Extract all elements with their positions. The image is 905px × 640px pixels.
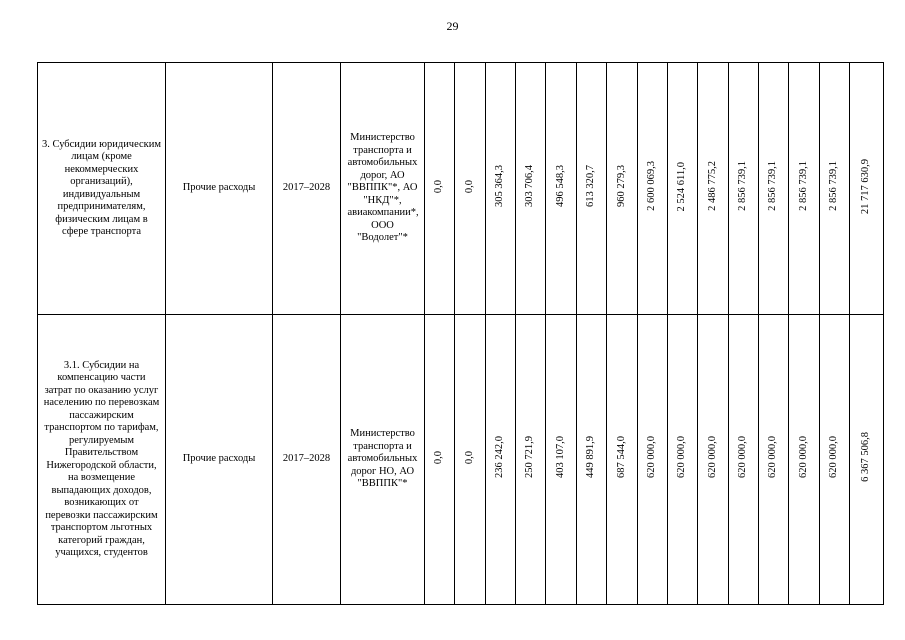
value: 687 544,0 bbox=[615, 436, 627, 479]
value: 496 548,3 bbox=[554, 165, 566, 208]
value-cell bbox=[729, 315, 759, 605]
value: 2 486 775,2 bbox=[706, 161, 718, 212]
measure-name-cell bbox=[38, 315, 166, 605]
responsible-cell bbox=[341, 315, 425, 605]
period-cell bbox=[273, 63, 341, 315]
page-number: 29 bbox=[446, 19, 459, 33]
value: 303 706,4 bbox=[524, 165, 536, 208]
value-cell bbox=[546, 315, 577, 605]
value-cell bbox=[820, 63, 850, 315]
period: 2017–2028 bbox=[282, 182, 331, 194]
expense-type: Прочие расходы bbox=[182, 453, 256, 465]
total-value: 6 367 506,8 bbox=[860, 432, 872, 483]
value-cell bbox=[759, 63, 789, 315]
value-cell bbox=[486, 63, 516, 315]
value-cell bbox=[577, 63, 607, 315]
value-cell bbox=[698, 315, 729, 605]
responsible: Министерство транспорта и автомобильных дорог, АО "ВВППК"*, АО "НКД"*, авиакомпании*, ООО "Водолет"* bbox=[347, 132, 419, 244]
table-row bbox=[38, 63, 884, 315]
value: 2 524 611,0 bbox=[676, 161, 688, 211]
value-cell bbox=[425, 315, 455, 605]
value: 403 107,0 bbox=[554, 436, 566, 479]
value: 613 320,7 bbox=[585, 165, 597, 208]
expense-type-cell bbox=[166, 63, 273, 315]
value-cell bbox=[425, 63, 455, 315]
value-cell bbox=[607, 63, 638, 315]
value: 2 856 739,1 bbox=[767, 161, 779, 212]
value: 2 856 739,1 bbox=[797, 161, 809, 212]
value: 620 000,0 bbox=[767, 436, 779, 479]
value-cell bbox=[486, 315, 516, 605]
period: 2017–2028 bbox=[282, 453, 331, 465]
period-cell bbox=[273, 315, 341, 605]
value: 620 000,0 bbox=[797, 436, 809, 479]
value-cell bbox=[668, 63, 698, 315]
value: 620 000,0 bbox=[676, 436, 688, 479]
responsible-cell bbox=[341, 63, 425, 315]
value: 2 600 069,3 bbox=[646, 161, 658, 212]
value: 620 000,0 bbox=[706, 436, 718, 479]
total-value: 21 717 630,9 bbox=[860, 158, 872, 214]
value-cell bbox=[516, 63, 546, 315]
value: 236 242,0 bbox=[494, 436, 506, 479]
value: 2 856 739,1 bbox=[737, 161, 749, 212]
value-cell bbox=[638, 315, 668, 605]
value: 2 856 739,1 bbox=[828, 161, 840, 212]
value-cell bbox=[698, 63, 729, 315]
value: 0,0 bbox=[463, 450, 475, 464]
value: 0,0 bbox=[433, 450, 445, 464]
value-cell bbox=[789, 63, 820, 315]
value-cell bbox=[455, 63, 486, 315]
value-cell bbox=[607, 315, 638, 605]
value: 620 000,0 bbox=[646, 436, 658, 479]
value-cell bbox=[546, 63, 577, 315]
expense-type-cell bbox=[166, 315, 273, 605]
value-cell bbox=[729, 63, 759, 315]
value: 449 891,9 bbox=[585, 436, 597, 479]
expense-type: Прочие расходы bbox=[182, 182, 256, 194]
value: 250 721,9 bbox=[524, 436, 536, 479]
value-cell bbox=[668, 315, 698, 605]
value: 0,0 bbox=[463, 179, 475, 193]
total-cell bbox=[850, 315, 884, 605]
value-cell bbox=[820, 315, 850, 605]
value-cell bbox=[516, 315, 546, 605]
table-row bbox=[38, 315, 884, 605]
value: 620 000,0 bbox=[828, 436, 840, 479]
value-cell bbox=[759, 315, 789, 605]
measure-name-cell bbox=[38, 63, 166, 315]
total-cell bbox=[850, 63, 884, 315]
measure-name: 3. Субсидии юридическим лицам (кроме некоммерческих организаций), индивидуальным предпринимателям, физическим лицам в сфере транспорта bbox=[41, 138, 162, 237]
responsible: Министерство транспорта и автомобильных дорог НО, АО "ВВППК"* bbox=[347, 428, 418, 490]
value: 620 000,0 bbox=[737, 436, 749, 479]
value: 960 279,3 bbox=[615, 165, 627, 208]
value-cell bbox=[577, 315, 607, 605]
value: 0,0 bbox=[433, 179, 445, 193]
value-cell bbox=[638, 63, 668, 315]
value-cell bbox=[789, 315, 820, 605]
budget-table bbox=[37, 62, 884, 605]
measure-name: 3.1. Субсидии на компенсацию части затрат по оказанию услуг населению по перевозкам пассажирским транспортом по тарифам, регулируемым Правительством Нижегородской области, на возмещение выпадающих доходов, возникающих от перевозки пассажирским транспортом льготных категорий граждан, учащихся, студентов bbox=[43, 359, 160, 558]
value: 305 364,3 bbox=[494, 165, 506, 208]
value-cell bbox=[455, 315, 486, 605]
